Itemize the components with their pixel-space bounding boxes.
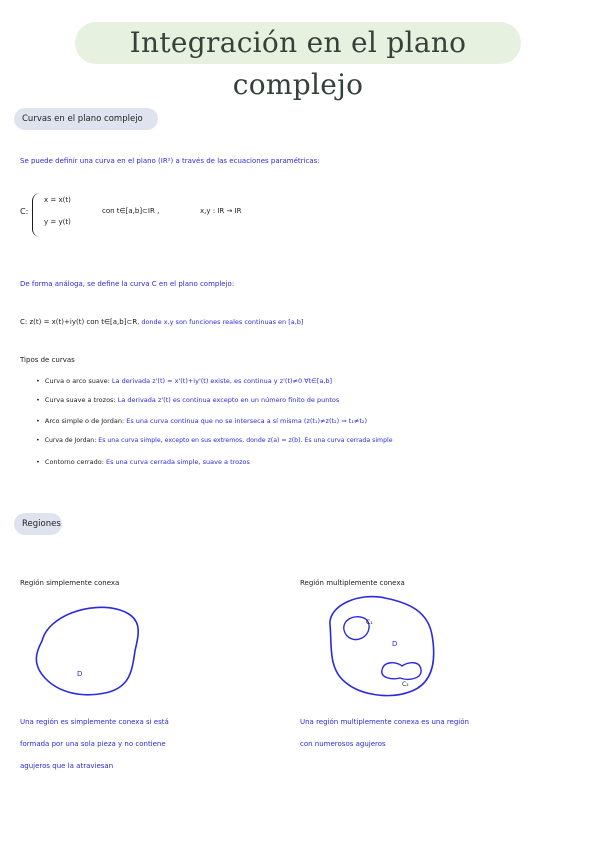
multiple-region-boundary bbox=[330, 597, 434, 696]
brace-icon bbox=[32, 193, 43, 237]
multiple-region-title: Región multiplemente conexa bbox=[300, 579, 405, 587]
page-title: Integración en el plano complejo bbox=[129, 26, 467, 101]
analog-text: De forma análoga, se define la curva C en el plano complejo: bbox=[20, 280, 235, 288]
complex-prefix: C: z(t) = x(t)+iy(t) con t∈[a,b]⊂R bbox=[20, 318, 138, 326]
simple-region-boundary bbox=[36, 607, 138, 694]
type-term: Curva suave a trozos: bbox=[44, 396, 116, 404]
type-term: Contorno cerrado: bbox=[44, 458, 104, 466]
type-desc: La derivada z'(t) = x'(t)+iy'(t) existe, es continua y z'(t)≠0 ∀t∈[a,b] bbox=[109, 377, 333, 385]
type-item bbox=[36, 417, 367, 425]
simple-desc-line: formada por una sola pieza y no contiene bbox=[20, 740, 166, 748]
hole-2-boundary bbox=[382, 663, 421, 680]
complex-definition bbox=[20, 318, 303, 326]
section-heading-regiones: Regiones bbox=[14, 513, 62, 535]
type-desc: Es una curva cerrada simple, suave a trozos bbox=[103, 458, 250, 466]
functions-text: x,y : IR → IR bbox=[200, 207, 242, 215]
multiple-region-label: D bbox=[392, 640, 398, 648]
domain-text: con t∈[a,b]⊂IR , bbox=[102, 207, 160, 215]
curve-label: C: bbox=[20, 207, 29, 216]
type-item bbox=[36, 458, 250, 466]
types-heading: Tipos de curvas bbox=[20, 356, 75, 364]
type-term: Arco simple o de Jordan: bbox=[44, 417, 125, 425]
intro-text: Se puede definir una curva en el plano (IR²) a través de las ecuaciones paramétricas: bbox=[20, 157, 320, 165]
simple-desc-line: Una región es simplemente conexa si está bbox=[20, 718, 169, 726]
type-desc: Es una curva continua que no se interseca a sí misma (z(t₁)≠z(t₂) ⇒ t₁≠t₂) bbox=[124, 417, 368, 425]
section-heading-curvas: Curvas en el plano complejo bbox=[14, 108, 158, 130]
type-desc: Es una curva simple, excepto en sus extremos, donde z(a) = z(b). Es una curva cerrada simple bbox=[96, 437, 393, 444]
complex-suffix: , donde x,y son funciones reales continuas en [a,b] bbox=[137, 318, 304, 326]
type-item bbox=[36, 396, 339, 404]
simple-desc-line: agujeros que la atraviesan bbox=[20, 762, 114, 770]
multiple-region-diagram bbox=[310, 590, 460, 705]
simple-region-label: D bbox=[77, 670, 83, 678]
hole-1-label: C₁ bbox=[366, 619, 373, 626]
type-desc: La derivada z'(t) es continua excepto en un número finito de puntos bbox=[115, 396, 340, 404]
type-item bbox=[36, 437, 393, 444]
eq-x: x = x(t) bbox=[44, 196, 71, 204]
hole-2-label: C₂ bbox=[402, 681, 409, 688]
multiple-desc-line: Una región multiplemente conexa es una región bbox=[300, 718, 469, 726]
multiple-desc-line: con numerosos agujeros bbox=[300, 740, 386, 748]
simple-region-diagram bbox=[20, 596, 170, 706]
eq-y: y = y(t) bbox=[44, 218, 71, 226]
type-term: Curva de Jordan: bbox=[44, 437, 97, 444]
type-term: Curva o arco suave: bbox=[44, 377, 110, 385]
simple-region-title: Región simplemente conexa bbox=[20, 579, 120, 587]
type-item bbox=[36, 377, 332, 385]
